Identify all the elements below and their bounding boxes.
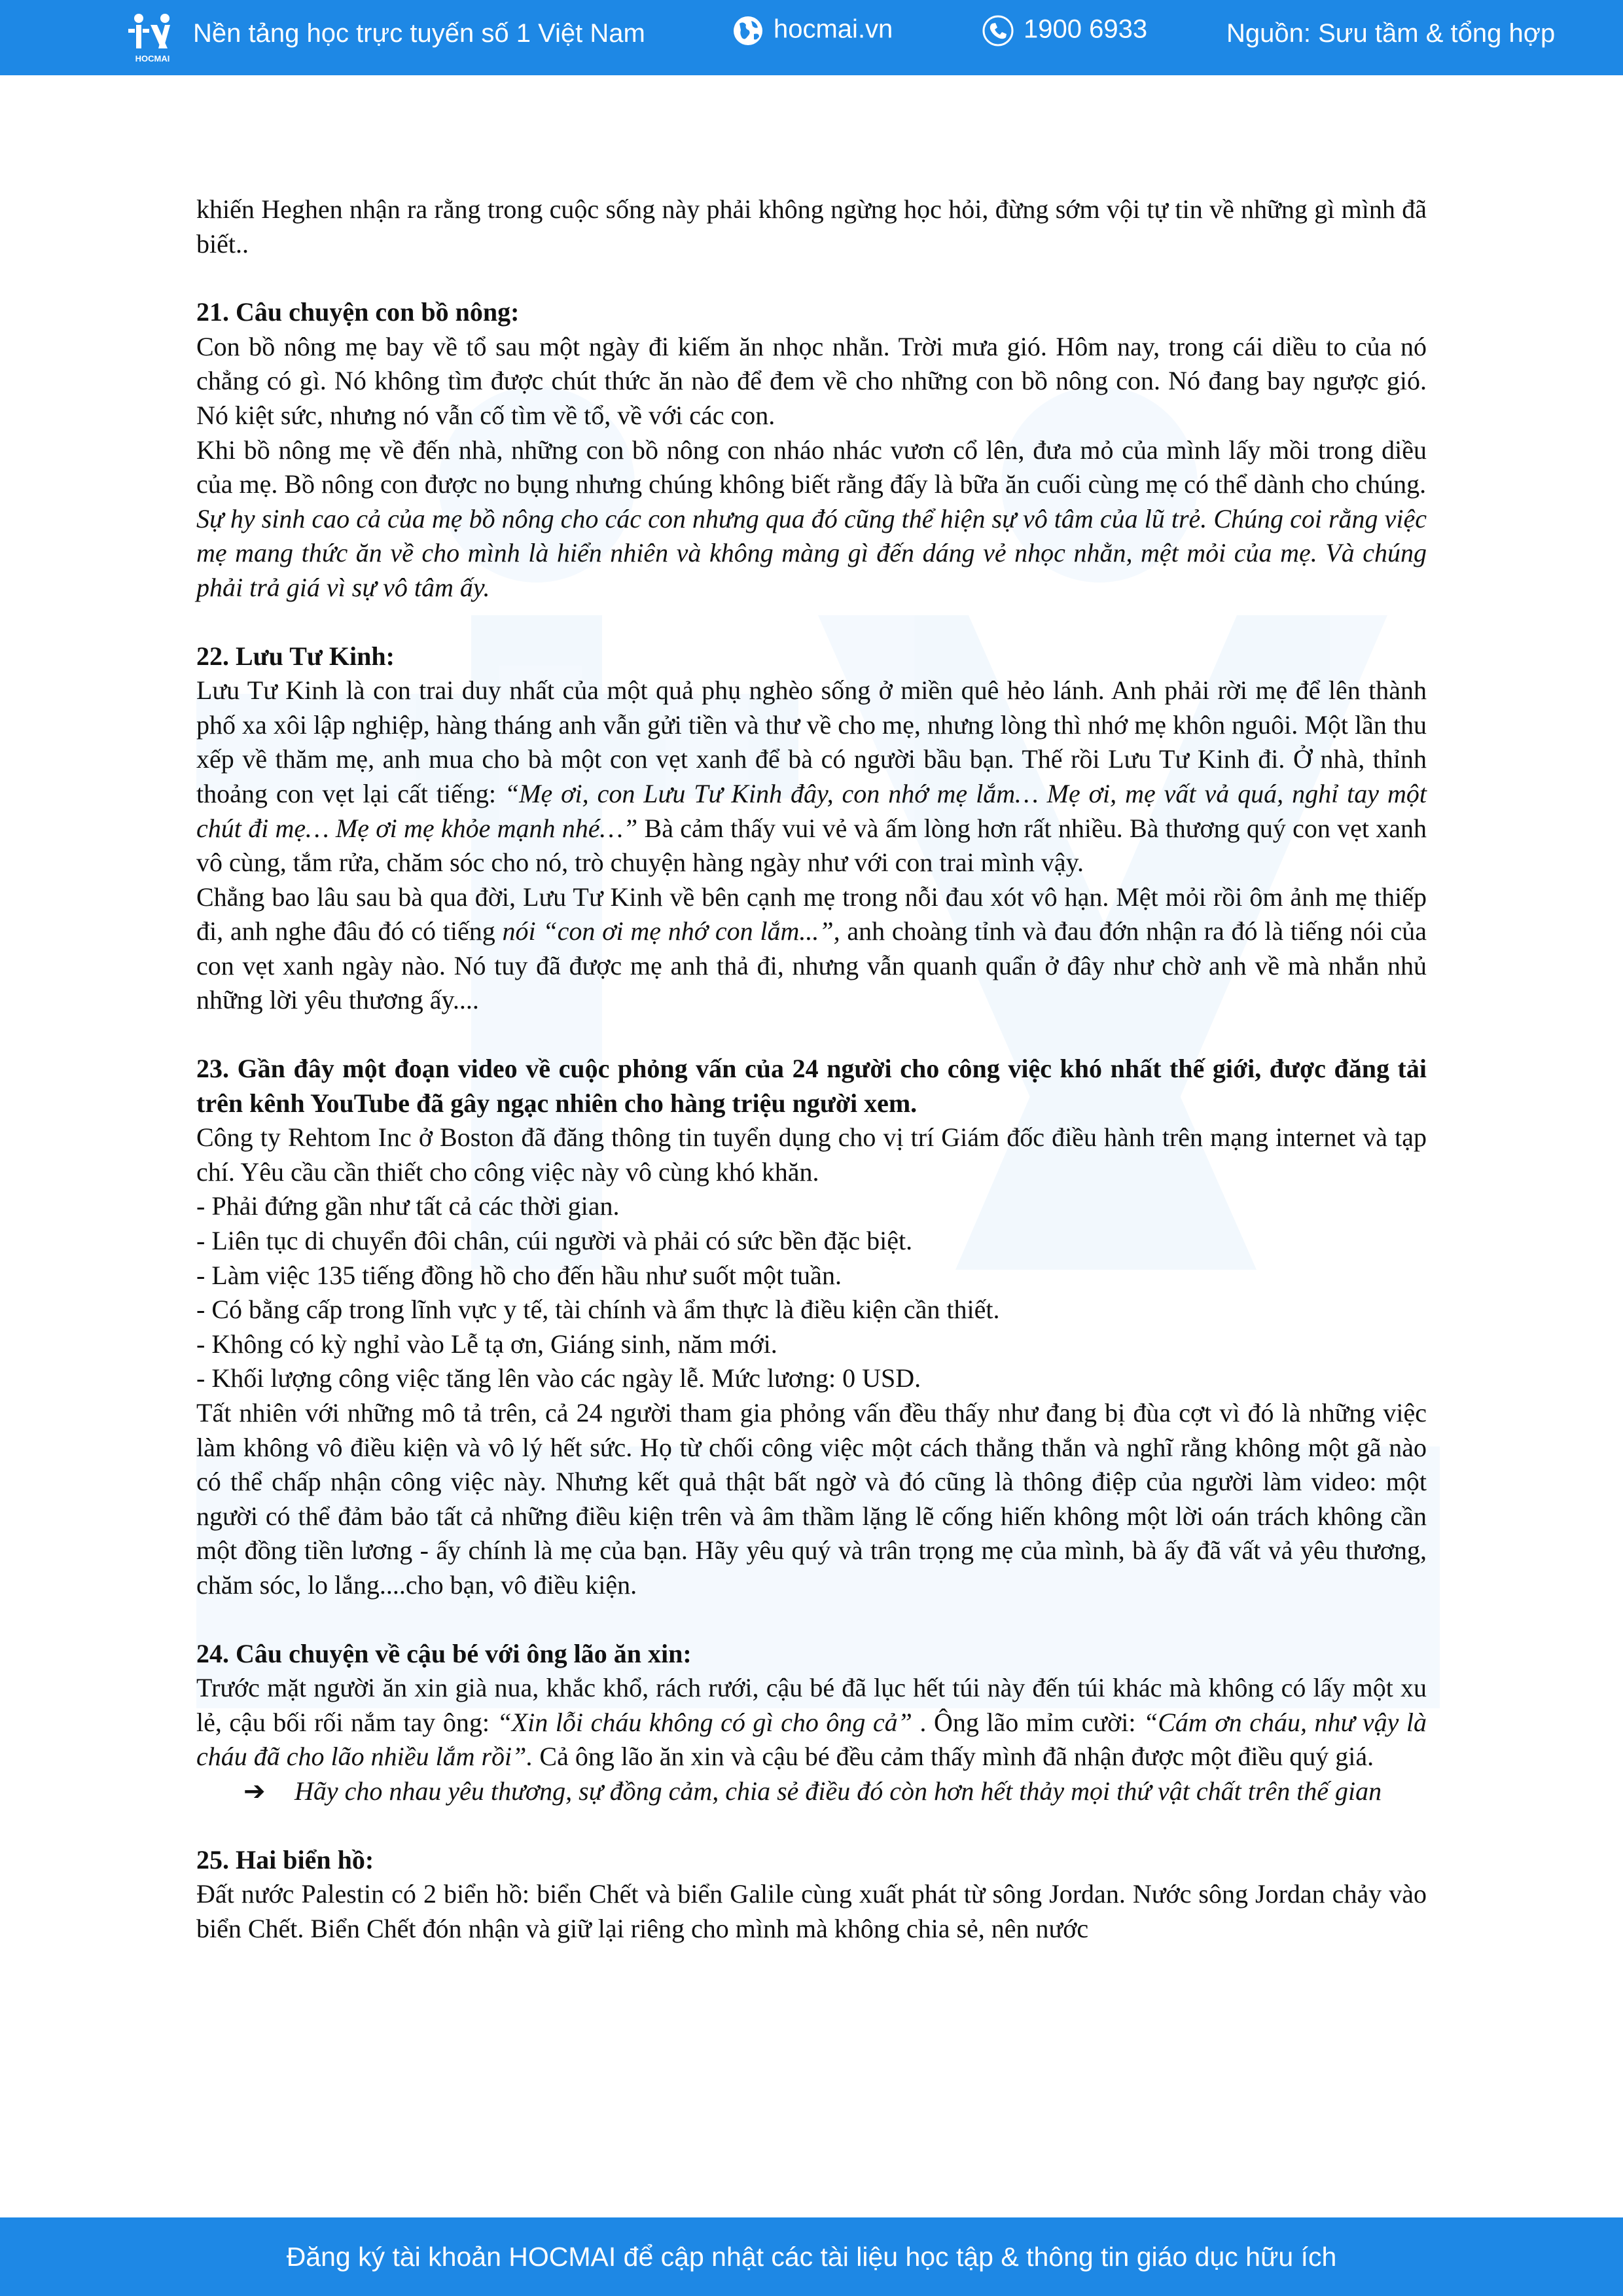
section-21-heading: 21. Câu chuyện con bồ nông: xyxy=(196,297,520,327)
section-21-paragraph-2: Khi bồ nông mẹ về đến nhà, những con bồ nông con nháo nhác vươn cổ lên, đưa mỏ của mình lấy mồi trong diều của mẹ. Bồ nông con được no bụng nhưng chúng không biết rằng đấy là bữa ăn cuối cùng mẹ có thể dành cho chúng. xyxy=(196,435,1427,499)
section-23-paragraph-2: Tất nhiên với những mô tả trên, cả 24 người tham gia phỏng vấn đều thấy như đang bị đùa cợt vì đó là những việc làm không vô điều kiện và vô lý hết sức. Họ từ chối công việc một cách thẳng thắn và nghĩ rằng không một gã nào có thể chấp nhận công việc này. Nhưng kết quả thật bất ngờ và đó cũng là thông điệp của người làm video: một người có thể đảm bảo tất cả những điều kiện trên và âm thầm lặng lẽ cống hiến không một lời oán trách không cần một đồng tiền lương - ấy chính là mẹ của bạn. Hãy yêu quý và trân trọng mẹ của mình, bà ấy đã vất vả yêu thương, chăm sóc, lo lắng....cho bạn, vô điều kiện. xyxy=(196,1398,1427,1600)
requirement-item: - Liên tục di chuyển đôi chân, cúi người và phải có sức bền đặc biệt. xyxy=(196,1226,913,1256)
section-21-paragraph-1: Con bồ nông mẹ bay về tổ sau một ngày đi kiếm ăn nhọc nhằn. Trời mưa gió. Hôm nay, trong cái diều to của nó chẳng có gì. Nó không tìm được chút thức ăn nào để đem về cho những con bồ nông con. Nó đang bay ngược gió. Nó kiệt sức, nhưng nó vẫn cố tìm về tổ, về với các con. xyxy=(196,331,1427,430)
requirement-item: - Khối lượng công việc tăng lên vào các ngày lễ. Mức lương: 0 USD. xyxy=(196,1363,921,1393)
section-22-paragraph-1 xyxy=(196,673,1427,880)
globe-icon xyxy=(732,14,764,47)
moral-text: Hãy cho nhau yêu thương, sự đồng cảm, chia sẻ điều đó còn hơn hết thảy mọi thứ vật chất trên thế gian xyxy=(294,1776,1382,1806)
document-body xyxy=(196,192,1427,1946)
text-run: Cả ông lão ăn xin và cậu bé đều cảm thấy mình đã nhận được một điều quý giá. xyxy=(533,1742,1374,1772)
logo-text: HOCMAI xyxy=(135,54,170,63)
requirement-item: - Không có kỳ nghỉ vào Lễ tạ ơn, Giáng sinh, năm mới. xyxy=(196,1329,777,1359)
requirement-item: - Làm việc 135 tiếng đồng hồ cho đến hầu như suốt một tuần. xyxy=(196,1260,842,1290)
section-24-heading: 24. Câu chuyện về cậu bé với ông lão ăn xin: xyxy=(196,1638,692,1668)
section-22-heading: 22. Lưu Tư Kinh: xyxy=(196,641,395,671)
requirement-item: - Phải đứng gần như tất cả các thời gian. xyxy=(196,1191,620,1221)
requirement-item: - Có bằng cấp trong lĩnh vực y tế, tài chính và ẩm thực là điều kiện cần thiết. xyxy=(196,1295,1000,1325)
arrow-right-icon: ➔ xyxy=(243,1776,266,1806)
footer-register-text[interactable]: Đăng ký tài khoản HOCMAI để cập nhật các tài liệu học tập & thông tin giáo dục hữu ích xyxy=(286,2242,1337,2272)
text-run: Lưu Tư Kinh là con trai duy nhất của một quả phụ nghèo sống ở miền quê hẻo lánh. Anh phải rời mẹ để lên thành phố xa xôi lập nghiệp, hàng tháng anh vẫn gửi tiền và thư về cho mẹ, nhưng lòng thì nhớ mẹ khôn nguôi. Một lần thu xếp về thăm mẹ, anh mua cho bà một con vẹt xanh để bà có người bầu bạn. Thế rồi Lưu Tư Kinh đi. Ở nhà, thỉnh thoảng con vẹt lại cất tiếng: xyxy=(196,675,1427,808)
old-man-quote: “Cám ơn cháu, như vậy là cháu đã cho lão nhiều lắm rồi”. xyxy=(196,1707,1427,1772)
page-footer[interactable] xyxy=(0,2217,1623,2296)
section-24-paragraph-1 xyxy=(196,1671,1427,1774)
boy-quote: “Xin lỗi cháu không có gì cho ông cả” xyxy=(497,1707,912,1737)
text-run: Chẳng bao lâu sau bà qua đời, Lưu Tư Kinh về bên cạnh mẹ trong nỗi đau xót vô hạn. Mệt mỏi rồi ôm ảnh mẹ thiếp đi, anh nghe đâu đó có tiếng xyxy=(196,882,1427,946)
text-run: anh choàng tỉnh và đau đớn nhận ra đó là tiếng nói của con vẹt xanh ngày nào. Nó tuy đã được mẹ anh thả đi, nhưng vẫn quanh quẩn ở đây như chờ anh về mà nhắn nhủ những lời yêu thương ấy.... xyxy=(196,916,1427,1015)
voice-quote: nói “con ơi mẹ nhớ con lắm...”, xyxy=(502,916,840,946)
section-21-moral: Sự hy sinh cao cả của mẹ bồ nông cho các con nhưng qua đó cũng thể hiện sự vô tâm của lũ trẻ. Chúng coi rằng việc mẹ mang thức ăn về cho mình là hiển nhiên và không màng gì đến dáng vẻ nhọc nhằn, mệt mỏi của mẹ. Và chúng phải trả giá vì sự vô tâm ấy. xyxy=(196,503,1427,602)
section-25-heading: 25. Hai biển hồ: xyxy=(196,1844,374,1874)
header-website[interactable] xyxy=(732,14,893,47)
section-22-paragraph-2 xyxy=(196,880,1427,1018)
text-run: . Ông lão mỉm cười: xyxy=(912,1707,1143,1737)
phone-icon xyxy=(982,14,1014,47)
parrot-quote: “Mẹ ơi, con Lưu Tư Kinh đây, con nhớ mẹ lắm… Mẹ ơi, mẹ vất vả quá, nghỉ tay một chút đi mẹ… Mẹ ơi mẹ khỏe mạnh nhé…” xyxy=(196,778,1427,843)
phone-label: 1900 6933 xyxy=(1024,14,1148,44)
intro-paragraph: khiến Heghen nhận ra rằng trong cuộc sống này phải không ngừng học hỏi, đừng sớm vội tự tin về những gì mình đã biết.. xyxy=(196,194,1427,259)
header-phone[interactable] xyxy=(982,14,1147,47)
text-run: Bà cảm thấy vui vẻ và ấm lòng hơn rất nhiều. Bà thương quý con vẹt xanh vô cùng, tắm rửa, chăm sóc cho nó, trò chuyện hàng ngày như với con trai mình vậy. xyxy=(196,813,1427,878)
section-24-moral xyxy=(196,1774,1427,1809)
section-23-paragraph-1: Công ty Rehtom Inc ở Boston đã đăng thông tin tuyển dụng cho vị trí Giám đốc điều hành trên mạng internet và tạp chí. Yêu cầu cần thiết cho công việc này vô cùng khó khăn. xyxy=(196,1122,1427,1187)
header-source: Nguồn: Sưu tầm & tổng hợp xyxy=(1226,19,1556,48)
website-label: hocmai.vn xyxy=(774,14,893,44)
section-23-heading: 23. Gần đây một đoạn video về cuộc phỏng vấn của 24 người cho công việc khó nhất thế giới, được đăng tải trên kênh YouTube đã gây ngạc nhiên cho hàng triệu người xem. xyxy=(196,1054,1427,1118)
text-run: Trước mặt người ăn xin già nua, khắc khổ, rách rưới, cậu bé đã lục hết túi này đến túi khác mà không có lấy một xu lẻ, cậu bối rối nắm tay ông: xyxy=(196,1673,1427,1737)
page-header xyxy=(0,0,1623,75)
hocmai-logo-icon[interactable] xyxy=(124,9,181,65)
header-slogan: Nền tảng học trực tuyến số 1 Việt Nam xyxy=(193,19,645,48)
section-25-paragraph-1: Đất nước Palestin có 2 biển hồ: biển Chết và biển Galile cùng xuất phát từ sông Jordan. Nước sông Jordan chảy vào biển Chết. Biển Chết đón nhận và giữ lại riêng cho mình mà không chia sẻ, nên nước xyxy=(196,1879,1427,1943)
